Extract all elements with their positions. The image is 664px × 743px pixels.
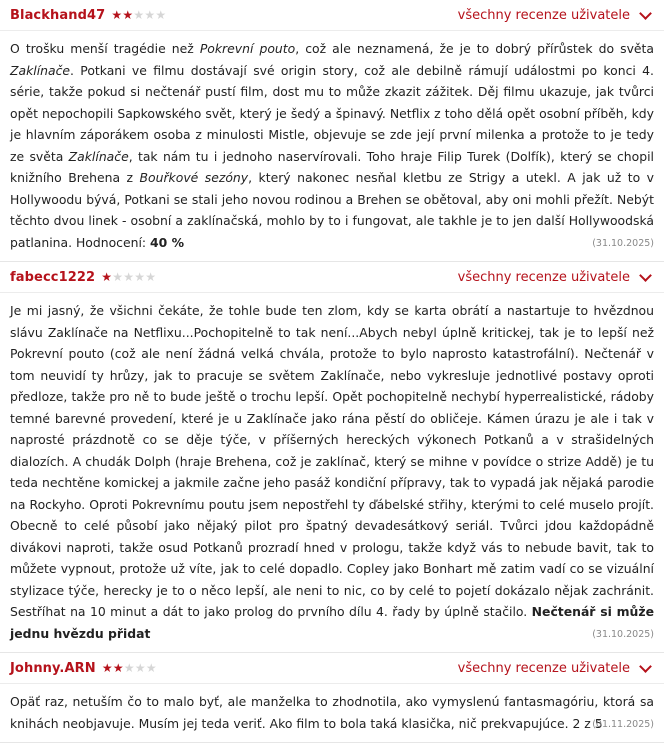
username-link[interactable]: Johnny.ARN: [10, 660, 96, 676]
review-date: (01.11.2025): [592, 718, 654, 730]
review-item: [0, 653, 664, 743]
review-text-italic: Pokrevní pouto: [199, 41, 296, 56]
review-text-segment: , který nakonec nesňal kletbu ze Strigy a utekl. A jak už to v Hollywoodu bývá, Potkani se stali jeho novou rodinou a Brehen se obětoval, aby oni mohli přežít. Nebýt těchto dvou linek - osobní a zaklínačská, mohlo by to i fungovat, ale takhle je to jen další Hollywoodská patlanina. Hodnocení:: [10, 170, 654, 250]
chevron-down-icon[interactable]: [638, 660, 654, 676]
review-text-italic: Zaklínače: [10, 62, 71, 78]
review-date: (31.10.2025): [592, 628, 654, 640]
rating-stars: [101, 271, 156, 283]
review-text: [0, 293, 664, 652]
review-item: [0, 262, 664, 653]
star-filled-icon: ★: [111, 8, 123, 22]
review-text-segment: , tak nám tu i jednoho naservírovali. Toho hraje Filip Turek (Dolfík), který se chopil knižního Brehena z: [10, 148, 654, 185]
review-text: [0, 31, 664, 261]
star-empty-icon: ★: [134, 661, 146, 675]
review-text-segment: O trošku menší tragédie než: [10, 41, 200, 56]
star-empty-icon: ★: [145, 270, 157, 284]
all-user-reviews-link[interactable]: všechny recenze uživatele: [457, 660, 630, 676]
chevron-down-icon[interactable]: [638, 269, 654, 285]
review-header: [0, 262, 664, 293]
star-empty-icon: ★: [123, 270, 135, 284]
review-text-italic: Zaklínače: [68, 148, 129, 164]
review-text-segment: . Potkani ve filmu dostávají své origin story, což ale debilně rámují událostmi po konci 4. série, takže pokud si nečtenář pustí film, dost mu to může zkazit zážitek. Děj filmu ukazuje, jak tvůrci opět nepochopili Sapkowského svět, který je šedý a špinavý. Netflix z toho dělá opět osobní příběh, kdy je hlavním záporákem osoba z minulosti Mistle, objevuje se zde její první milenka a protože to je tedy ze světa: [10, 62, 654, 164]
star-empty-icon: ★: [133, 8, 145, 22]
star-empty-icon: ★: [112, 270, 124, 284]
username-link[interactable]: fabecc1222: [10, 269, 96, 285]
star-empty-icon: ★: [134, 270, 146, 284]
star-empty-icon: ★: [123, 661, 135, 675]
review-item: [0, 0, 664, 262]
rating-stars: [111, 9, 166, 21]
review-header: [0, 0, 664, 31]
star-filled-icon: ★: [101, 270, 113, 284]
review-header: [0, 653, 664, 684]
review-text-segment: , což ale neznamená, že je to dobrý přírůstek do světa: [295, 41, 654, 56]
chevron-down-icon[interactable]: [638, 7, 654, 23]
review-text-italic: Bouřkové sezóny: [139, 170, 249, 185]
star-filled-icon: ★: [112, 661, 124, 675]
star-empty-icon: ★: [145, 661, 157, 675]
review-text-segment: Opäť raz, netuším čo to malo byť, ale manželka to zhodnotila, ako vymyslenú fantasmagóriu, ktorá sa knihách neobjavuje. Musím jej teda veriť. Ako film to bola taká klasička, nič prekvapujúce. 2 z 5: [10, 694, 654, 731]
star-filled-icon: ★: [101, 661, 113, 675]
all-user-reviews-link[interactable]: všechny recenze uživatele: [457, 269, 630, 285]
review-text-segment: Je mi jasný, že všichni čekáte, že tohle bude ten zlom, kdy se karta obrátí a nastartuje to hvězdnou slávu Zaklínače na Netflixu...Pochopitelně to tak není...Abych nebyl úplně kritickej, tak je to lepší než Pokrevní pouto (což ale není žádná velká chvála, protože to bylo naprosto katastrofální). Nečtenář v tom neuvidí ty hrůzy, jak to pracuje se světem Zaklínače, nebo vykresluje jednotlivé postavy oproti předloze, takže pro ně to bude ještě o trochu lepší. Opět pochopitelně nechybí hyperrealistické, rádoby temné barevné provedení, které je u Zaklínače jako rána pěstí do obličeje. Kámen úrazu je ale i tak v naprosté prázdnotě co se děje týče, v příšerných hereckých výkonech Potkanů a v strašidelných dialozích. A chudák Dolph (hraje Brehena, což je zaklínač, který se mihne v povídce o strize Addě) je tu teda nechtěne komickej a jakmile začne jeho pasáž kondiční přípravy, tak to vypadá jak nějaká parodie na Rockyho. Oproti Pokrevnímu poutu jsem nepostřehl ty ďábelské střihy, kterými to celé muselo projít. Obecně to celé působí jako nějaký pilot pro špatný devadesátkový seriál. Tvůrci jdou každopádně divákovi naproti, takže osud Potkanů prozradí hned v prologu, takže když vás to nebude bavit, tak to můžete vypnout, protože už víte, jak to celé dopadlo. Copley jako Bonhart mě zatim vadí co se vizuální stylizace týče, herecky je to o něco lepší, ale neni to nic, co by celé to pojetí dokázalo nějak zachránit. Sestříhat na 10 minut a dát to jako prolog do prvního dílu 4. řady by úplně stačilo.: [10, 303, 654, 619]
star-empty-icon: ★: [155, 8, 167, 22]
rating-stars: [102, 662, 157, 674]
star-filled-icon: ★: [122, 8, 134, 22]
all-user-reviews-link[interactable]: všechny recenze uživatele: [457, 7, 630, 23]
star-empty-icon: ★: [144, 8, 156, 22]
review-text-bold: Nečtenář si může jednu hvězdu přidat: [10, 604, 654, 641]
review-date: (31.10.2025): [592, 237, 654, 249]
review-score: 40 %: [150, 234, 184, 250]
review-text: [0, 684, 664, 742]
username-link[interactable]: Blackhand47: [10, 7, 106, 23]
